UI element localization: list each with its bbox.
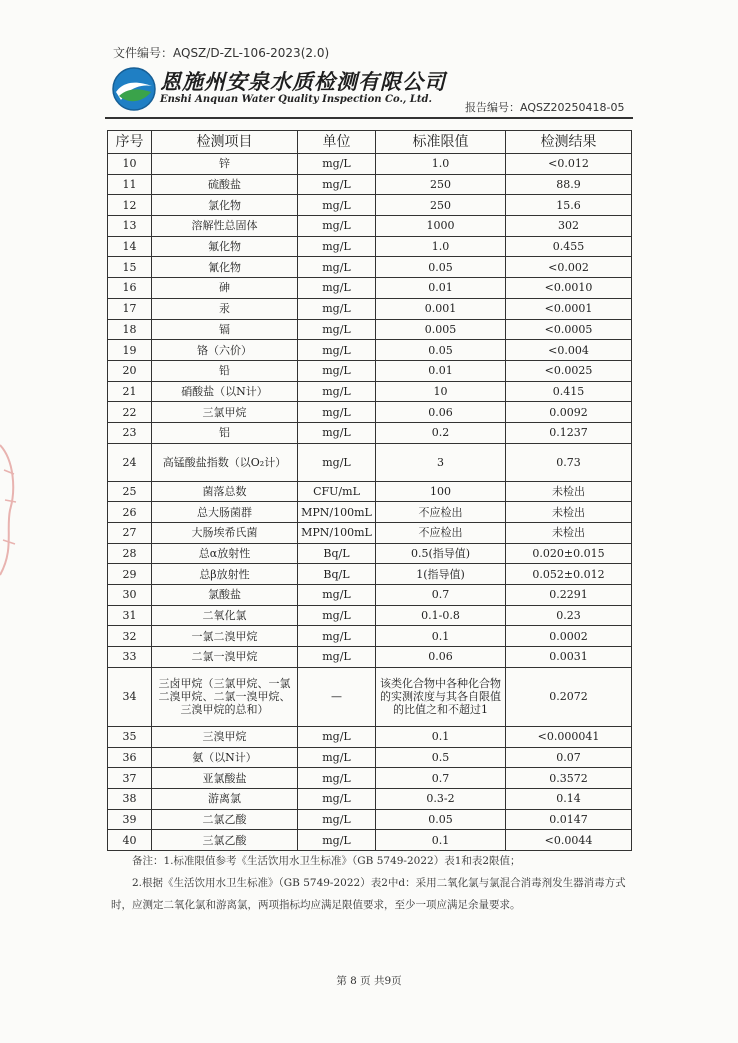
cell-unit: mg/L [298, 726, 376, 747]
cell-limit: 该类化合物中各种化合物的实测浓度与其各自限值的比值之和不超过1 [376, 667, 506, 726]
cell-seq: 39 [108, 809, 152, 830]
cell-item: 氟化物 [152, 236, 298, 257]
cell-unit: mg/L [298, 402, 376, 423]
cell-unit: mg/L [298, 768, 376, 789]
cell-result: 0.415 [506, 381, 632, 402]
cell-unit: mg/L [298, 809, 376, 830]
cell-unit: mg/L [298, 747, 376, 768]
cell-limit: 1.0 [376, 154, 506, 175]
cell-limit: 0.01 [376, 278, 506, 299]
table-row [108, 605, 632, 626]
cell-limit: 0.3-2 [376, 788, 506, 809]
cell-item: 总大肠菌群 [152, 502, 298, 523]
cell-unit: mg/L [298, 788, 376, 809]
table-row [108, 402, 632, 423]
cell-limit: 0.06 [376, 647, 506, 668]
cell-seq: 12 [108, 195, 152, 216]
cell-result: 0.3572 [506, 768, 632, 789]
remark-2: 2.根据《生活饮用水卫生标准》（GB 5749-2022）表2中d：采用二氧化氯与氯混合消毒剂发生器消毒方式时，应测定二氧化氯和游离氯，两项指标均应满足限值要求，至少一项应满足余量要求。 [111, 877, 626, 911]
cell-limit: 0.1 [376, 726, 506, 747]
table-header-row [108, 131, 632, 154]
remarks [111, 850, 631, 916]
cell-limit: 1.0 [376, 236, 506, 257]
cell-limit: 10 [376, 381, 506, 402]
cell-unit: mg/L [298, 605, 376, 626]
document-number: 文件编号：AQSZ/D-ZL-106-2023(2.0) [113, 46, 330, 60]
cell-seq: 14 [108, 236, 152, 257]
table-row [108, 626, 632, 647]
cell-result: 未检出 [506, 481, 632, 502]
cell-item: 三氯甲烷 [152, 402, 298, 423]
cell-limit: 0.7 [376, 768, 506, 789]
cell-unit: Bq/L [298, 564, 376, 585]
table-body [108, 154, 632, 851]
cell-limit: 250 [376, 195, 506, 216]
cell-limit: 0.5(指导值) [376, 543, 506, 564]
cell-limit: 0.1 [376, 830, 506, 851]
table-row [108, 422, 632, 443]
cell-unit: mg/L [298, 154, 376, 175]
cell-limit: 不应检出 [376, 502, 506, 523]
cell-unit: mg/L [298, 298, 376, 319]
cell-seq: 20 [108, 360, 152, 381]
cell-unit: mg/L [298, 195, 376, 216]
cell-seq: 10 [108, 154, 152, 175]
cell-item: 菌落总数 [152, 481, 298, 502]
cell-result: 0.0031 [506, 647, 632, 668]
cell-item: 硫酸盐 [152, 174, 298, 195]
cell-seq: 16 [108, 278, 152, 299]
cell-seq: 21 [108, 381, 152, 402]
cell-result: 15.6 [506, 195, 632, 216]
cell-unit: MPN/100mL [298, 523, 376, 544]
cell-seq: 27 [108, 523, 152, 544]
cell-result: 302 [506, 216, 632, 237]
cell-item: 大肠埃希氏菌 [152, 523, 298, 544]
page-number: 第 8 页 共9页 [336, 975, 402, 987]
cell-seq: 23 [108, 422, 152, 443]
cell-seq: 28 [108, 543, 152, 564]
cell-item: 二氧化氯 [152, 605, 298, 626]
partial-seal-stamp-icon [0, 440, 22, 580]
table-row [108, 236, 632, 257]
cell-result: 0.0002 [506, 626, 632, 647]
table-row [108, 809, 632, 830]
cell-result: 0.07 [506, 747, 632, 768]
table-row [108, 788, 632, 809]
cell-result: 0.14 [506, 788, 632, 809]
table-row [108, 174, 632, 195]
cell-result: 0.0092 [506, 402, 632, 423]
table-row [108, 319, 632, 340]
cell-result: 0.455 [506, 236, 632, 257]
header-limit: 标准限值 [376, 131, 506, 154]
cell-item: 二氯一溴甲烷 [152, 647, 298, 668]
cell-result: 0.2072 [506, 667, 632, 726]
cell-unit: mg/L [298, 647, 376, 668]
table-row [108, 726, 632, 747]
cell-result: <0.0044 [506, 830, 632, 851]
cell-unit: mg/L [298, 319, 376, 340]
table-row [108, 543, 632, 564]
cell-item: 总β放射性 [152, 564, 298, 585]
cell-unit: mg/L [298, 360, 376, 381]
cell-item: 汞 [152, 298, 298, 319]
cell-result: 0.0147 [506, 809, 632, 830]
cell-item: 二氯乙酸 [152, 809, 298, 830]
cell-item: 溶解性总固体 [152, 216, 298, 237]
table-row [108, 298, 632, 319]
cell-seq: 33 [108, 647, 152, 668]
cell-seq: 25 [108, 481, 152, 502]
table-row [108, 443, 632, 481]
cell-item: 高锰酸盐指数（以O₂计） [152, 443, 298, 481]
cell-item: 游离氯 [152, 788, 298, 809]
table-row [108, 360, 632, 381]
cell-result: <0.002 [506, 257, 632, 278]
cell-seq: 32 [108, 626, 152, 647]
cell-result: 0.020±0.015 [506, 543, 632, 564]
company-logo-icon [111, 66, 157, 112]
cell-limit: 100 [376, 481, 506, 502]
cell-item: 硝酸盐（以N计） [152, 381, 298, 402]
cell-item: 镉 [152, 319, 298, 340]
cell-seq: 26 [108, 502, 152, 523]
cell-result: <0.0001 [506, 298, 632, 319]
cell-result: 0.2291 [506, 585, 632, 606]
table-row [108, 340, 632, 361]
cell-limit: 不应检出 [376, 523, 506, 544]
cell-limit: 0.2 [376, 422, 506, 443]
cell-seq: 11 [108, 174, 152, 195]
cell-limit: 0.5 [376, 747, 506, 768]
cell-unit: mg/L [298, 257, 376, 278]
cell-result: 0.73 [506, 443, 632, 481]
header-seq: 序号 [108, 131, 152, 154]
cell-seq: 35 [108, 726, 152, 747]
cell-item: 总α放射性 [152, 543, 298, 564]
table-row [108, 647, 632, 668]
cell-limit: 0.7 [376, 585, 506, 606]
cell-item: 氯酸盐 [152, 585, 298, 606]
cell-item: 一氯二溴甲烷 [152, 626, 298, 647]
cell-unit: — [298, 667, 376, 726]
header-unit: 单位 [298, 131, 376, 154]
cell-result: 0.23 [506, 605, 632, 626]
cell-result: 未检出 [506, 502, 632, 523]
cell-item: 铅 [152, 360, 298, 381]
table-row [108, 747, 632, 768]
cell-seq: 15 [108, 257, 152, 278]
cell-item: 氰化物 [152, 257, 298, 278]
table-row [108, 667, 632, 726]
cell-limit: 0.01 [376, 360, 506, 381]
cell-unit: MPN/100mL [298, 502, 376, 523]
cell-item: 三溴甲烷 [152, 726, 298, 747]
cell-seq: 29 [108, 564, 152, 585]
cell-unit: mg/L [298, 340, 376, 361]
cell-unit: mg/L [298, 443, 376, 481]
company-name-en: Enshi Anquan Water Quality Inspection Co., Ltd. [160, 94, 433, 105]
cell-limit: 0.005 [376, 319, 506, 340]
cell-seq: 34 [108, 667, 152, 726]
cell-result: 88.9 [506, 174, 632, 195]
cell-seq: 31 [108, 605, 152, 626]
cell-limit: 0.1 [376, 626, 506, 647]
table-row [108, 585, 632, 606]
cell-item: 铬（六价） [152, 340, 298, 361]
cell-unit: mg/L [298, 626, 376, 647]
table-row [108, 830, 632, 851]
cell-seq: 19 [108, 340, 152, 361]
cell-result: 未检出 [506, 523, 632, 544]
cell-unit: mg/L [298, 422, 376, 443]
cell-seq: 30 [108, 585, 152, 606]
cell-seq: 13 [108, 216, 152, 237]
cell-unit: mg/L [298, 585, 376, 606]
cell-limit: 0.06 [376, 402, 506, 423]
cell-item: 锌 [152, 154, 298, 175]
cell-unit: CFU/mL [298, 481, 376, 502]
table-row [108, 381, 632, 402]
cell-result: <0.0010 [506, 278, 632, 299]
cell-result: <0.0005 [506, 319, 632, 340]
cell-seq: 18 [108, 319, 152, 340]
cell-limit: 0.001 [376, 298, 506, 319]
cell-result: <0.012 [506, 154, 632, 175]
cell-unit: Bq/L [298, 543, 376, 564]
table-row [108, 481, 632, 502]
cell-item: 铝 [152, 422, 298, 443]
cell-limit: 0.1-0.8 [376, 605, 506, 626]
cell-unit: mg/L [298, 236, 376, 257]
header-result: 检测结果 [506, 131, 632, 154]
report-number: 报告编号：AQSZ20250418-05 [465, 101, 625, 114]
cell-limit: 0.05 [376, 340, 506, 361]
cell-limit: 1000 [376, 216, 506, 237]
cell-item: 氯化物 [152, 195, 298, 216]
cell-seq: 36 [108, 747, 152, 768]
table-row [108, 195, 632, 216]
cell-item: 亚氯酸盐 [152, 768, 298, 789]
cell-unit: mg/L [298, 381, 376, 402]
cell-unit: mg/L [298, 830, 376, 851]
cell-unit: mg/L [298, 278, 376, 299]
cell-seq: 17 [108, 298, 152, 319]
cell-item: 三氯乙酸 [152, 830, 298, 851]
cell-item: 氨（以N计） [152, 747, 298, 768]
cell-result: <0.000041 [506, 726, 632, 747]
cell-result: 0.052±0.012 [506, 564, 632, 585]
cell-item: 砷 [152, 278, 298, 299]
cell-limit: 0.05 [376, 257, 506, 278]
cell-limit: 250 [376, 174, 506, 195]
remark-1: 备注：1.标准限值参考《生活饮用水卫生标准》（GB 5749-2022）表1和表2限值； [132, 855, 521, 867]
header-item: 检测项目 [152, 131, 298, 154]
cell-seq: 37 [108, 768, 152, 789]
header-divider [105, 117, 633, 119]
table-row [108, 768, 632, 789]
table-row [108, 523, 632, 544]
cell-item: 三卤甲烷（三氯甲烷、一氯二溴甲烷、二氯一溴甲烷、三溴甲烷的总和） [152, 667, 298, 726]
cell-seq: 24 [108, 443, 152, 481]
cell-seq: 38 [108, 788, 152, 809]
cell-limit: 3 [376, 443, 506, 481]
table-row [108, 154, 632, 175]
table-row [108, 257, 632, 278]
table-row [108, 216, 632, 237]
table-row [108, 502, 632, 523]
cell-result: 0.1237 [506, 422, 632, 443]
table-row [108, 564, 632, 585]
cell-unit: mg/L [298, 174, 376, 195]
results-table [107, 130, 632, 851]
cell-limit: 1(指导值) [376, 564, 506, 585]
cell-seq: 22 [108, 402, 152, 423]
cell-seq: 40 [108, 830, 152, 851]
company-name-cn: 恩施州安泉水质检测有限公司 [160, 70, 446, 94]
cell-unit: mg/L [298, 216, 376, 237]
cell-limit: 0.05 [376, 809, 506, 830]
cell-result: <0.0025 [506, 360, 632, 381]
table-row [108, 278, 632, 299]
cell-result: <0.004 [506, 340, 632, 361]
